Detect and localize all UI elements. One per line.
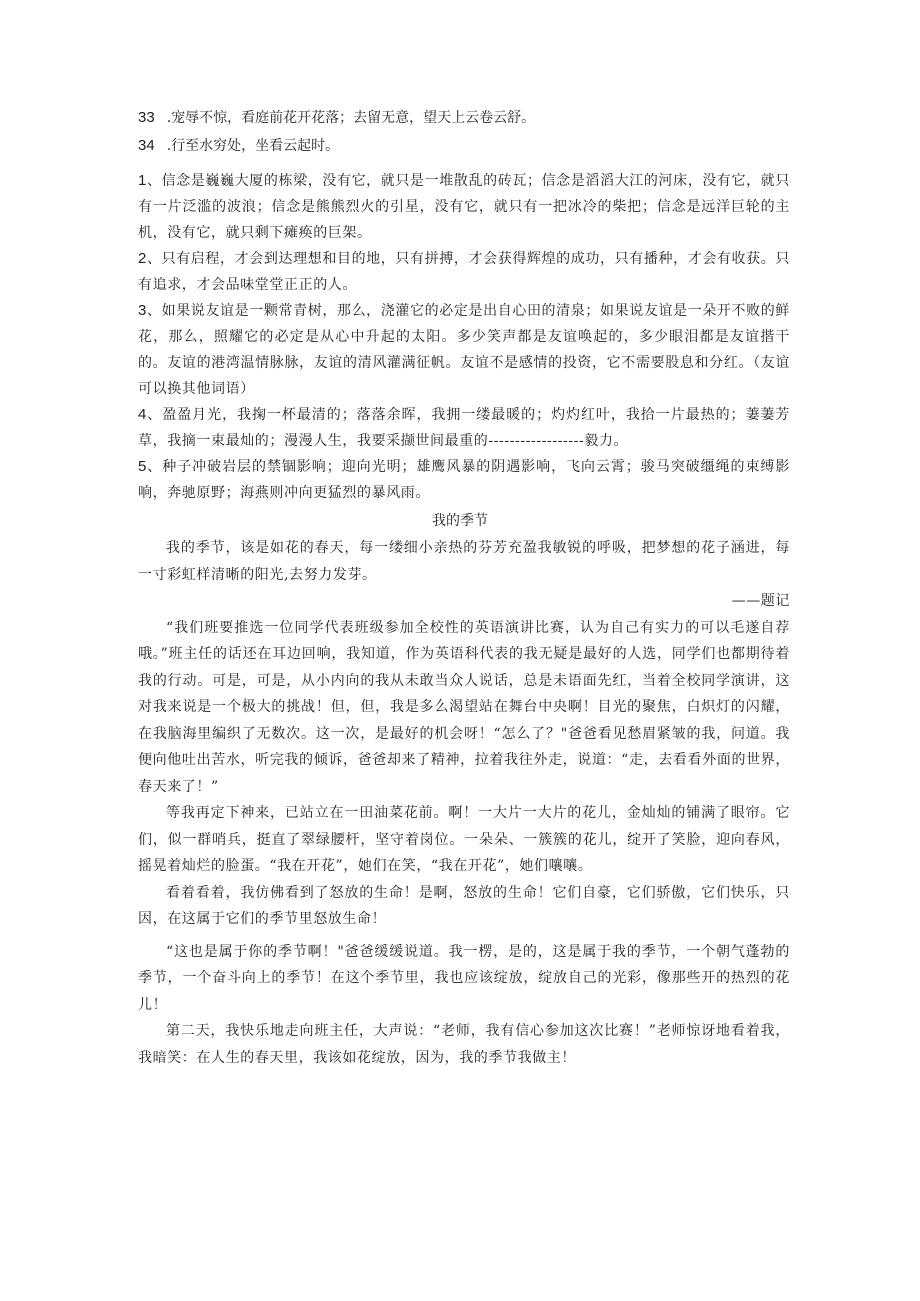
- example-item: [138, 454, 790, 506]
- quote-text: .行至水穷处，坐看云起时。: [166, 138, 340, 154]
- example-item: [138, 168, 790, 246]
- quote-number: 33: [138, 109, 155, 126]
- example-text: 、信念是巍巍大厦的栋梁，没有它，就只是一堆散乱的砖瓦；信念是滔滔大江的河床，没有它，就只有一片泛滥的波浪；信念是熊熊烈火的引星，没有它，就只有一把冰冷的柴把；信念是远洋巨轮的主机，没有它，就只剩下瘫痪的巨架。: [138, 173, 790, 241]
- example-number: 3: [138, 302, 147, 319]
- essay-title: 我的季节: [432, 513, 488, 529]
- example-text: 、盈盈月光，我掬一杯最清的；落落余晖，我拥一缕最暖的；灼灼红叶，我拾一片最热的；萋萋芳草，我摘一束最灿的；漫漫人生，我要采撷世间最重的------------------毅力。: [138, 407, 790, 449]
- example-text: 、如果说友谊是一颗常青树，那么，浇灌它的必定是出自心田的清泉；如果说友谊是一朵开不败的鲜花，那么，照耀它的必定是从心中升起的太阳。多少笑声都是友谊唤起的，多少眼泪都是友谊揩干的。友谊的港湾温情脉脉，友谊的清风灌满征帆。友谊不是感情的投资，它不需要股息和分红。（友谊可以换其他词语）: [138, 303, 790, 397]
- example-item: [138, 402, 790, 454]
- example-text: 、只有启程，才会到达理想和目的地，只有拼搏，才会获得辉煌的成功，只有播种，才会有收获。只有追求，才会品味堂堂正正的人。: [138, 251, 790, 293]
- example-item: [138, 246, 790, 298]
- essay-paragraph: “这也是属于你的季节啊！"爸爸缓缓说道。我一楞，是的，这是属于我的季节，一个朝气蓬勃的季节，一个奋斗向上的季节！在这个季节里，我也应该绽放，绽放自己的光彩，像那些开的热烈的花儿！: [138, 943, 790, 1013]
- quote-text: .宠辱不惊，看庭前花开花落；去留无意，望天上云卷云舒。: [166, 110, 536, 126]
- essay-paragraph: “我们班要推选一位同学代表班级参加全校性的英语演讲比赛，认为自己有实力的可以毛遂自荐哦。”班主任的话还在耳边回响，我知道，作为英语科代表的我无疑是最好的人选，同学们也都期待着我的行动。可是，可是，从小内向的我从未敢当众人说话，总是未语面先红，当着全校同学演讲，这对我来说是一个极大的挑战！但，但，我是多么渴望站在舞台中央啊！目光的聚焦，白炽灯的闪耀，在我脑海里编织了无数次。这一次，是最好的机会呀！“怎么了？"爸爸看见愁眉紧皱的我，问道。我便向他吐出苦水，听完我的倾诉，爸爸却来了精神，拉着我往外走，说道：“走，去看看外面的世界，春天来了！”: [138, 619, 790, 795]
- quote-34: [138, 136, 798, 156]
- essay-epigraph: 我的季节，该是如花的春天，每一缕细小亲热的芬芳充盈我敏锐的呼吸，把梦想的花子涵进，每一寸彩虹样清晰的阳光,去努力发芽。: [138, 540, 790, 583]
- quote-33: [138, 108, 798, 128]
- example-text: 、种子冲破岩层的禁锢影响；迎向光明；雄鹰风暴的阴遇影响，飞向云霄；骏马突破缰绳的束缚影响，奔驰原野；海燕则冲向更猛烈的暴风雨。: [138, 459, 790, 501]
- example-list: [138, 168, 790, 506]
- example-item: [138, 298, 790, 402]
- example-number: 2: [138, 250, 147, 267]
- quote-number: 34: [138, 137, 155, 154]
- example-number: 5: [138, 458, 147, 475]
- example-number: 4: [138, 406, 147, 423]
- essay-paragraph: 等我再定下神来，已站立在一田油菜花前。啊！一大片一大片的花儿，金灿灿的铺满了眼帘。它们，似一群哨兵，挺直了翠绿腰杆，坚守着岗位。一朵朵、一簇簇的花儿，绽开了笑脸，迎向春风，摇晃着灿烂的脸蛋。“我在开花”，她们在笑，“我在开花”，她们嚷嚷。: [138, 805, 790, 874]
- essay-body: [138, 535, 790, 1071]
- essay-signature: ——题记: [731, 593, 790, 609]
- essay-paragraph: 第二天，我快乐地走向班主任，大声说：“老师，我有信心参加这次比赛！”老师惊讶地看着我，我暗笑：在人生的春天里，我该如花绽放，因为，我的季节我做主！: [138, 1023, 790, 1066]
- example-number: 1: [138, 172, 147, 189]
- essay-paragraph: 看着看着，我仿佛看到了怒放的生命！是啊，怒放的生命！它们自豪，它们骄傲，它们快乐，只因，在这属于它们的季节里怒放生命！: [138, 884, 790, 927]
